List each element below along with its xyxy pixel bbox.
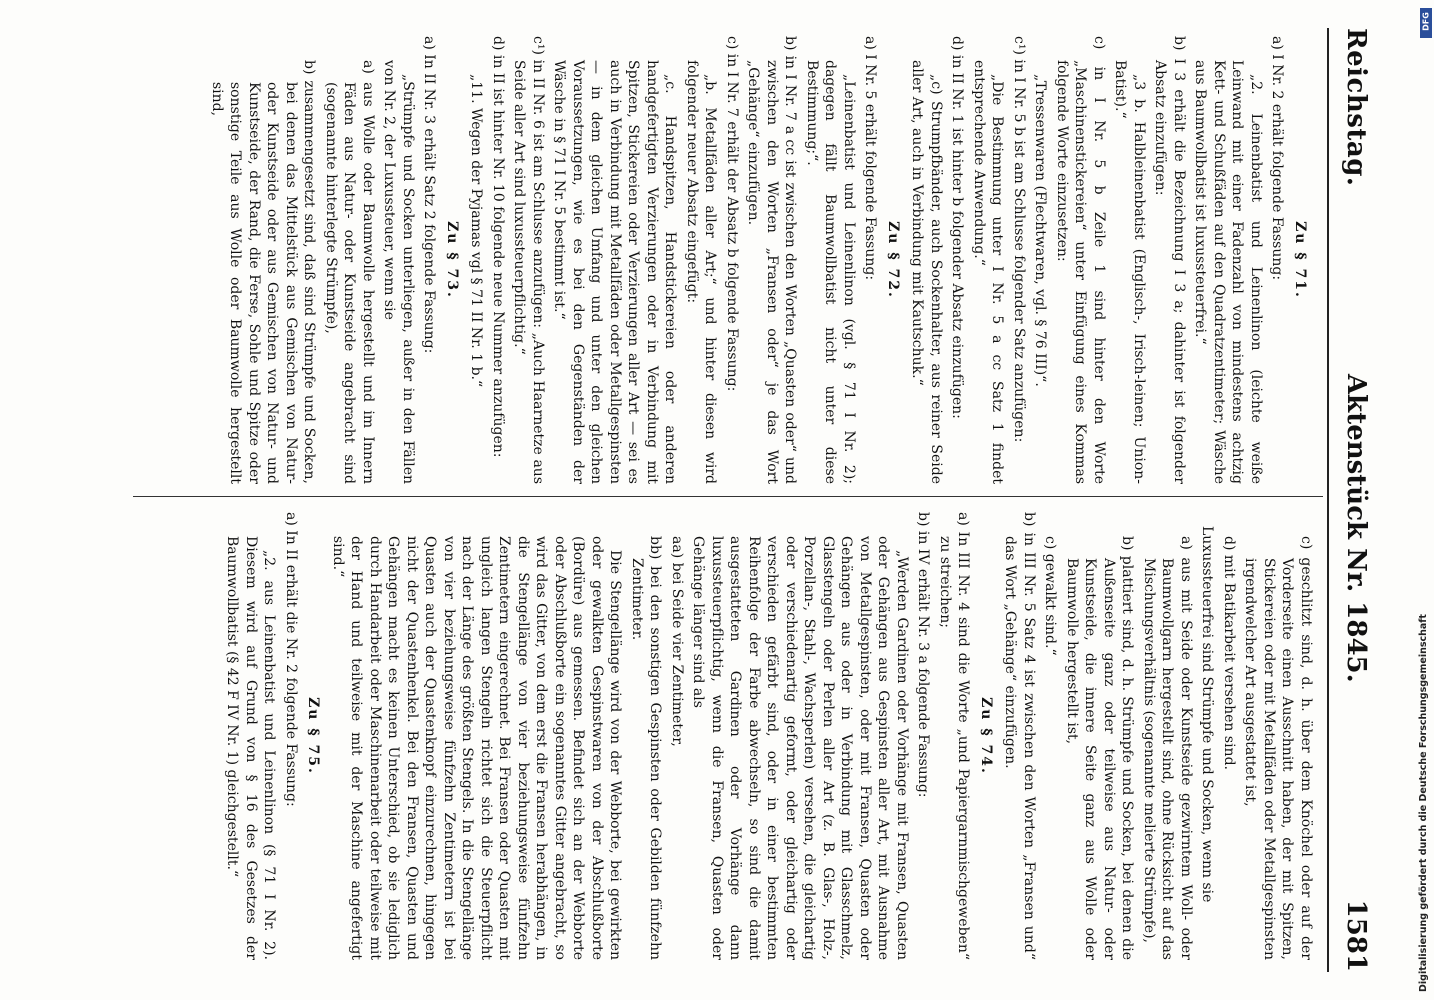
paragraph: „2. Leinenbatist und Leinenlinon (leichte weiße Leinwand mit einer Fadenzahl von mindestens achtzig Kett- und Schußfäden auf den Quadratzentimeter; Wäsche aus Baumwollbatist ist luxussteuerfrei.“ bbox=[1192, 60, 1264, 484]
page-number: 1581 bbox=[1341, 899, 1371, 972]
paragraph: a) aus Wolle oder Baumwolle hergestellt und im Innern Fäden aus Natur- oder Kunstseide angebracht sind (sogenannte hinterlegte Strümpfe), bbox=[323, 60, 376, 484]
paragraph: d) in II ist hinter Nr. 10 folgende neue Nummer anzufügen: bbox=[490, 36, 506, 458]
paragraph: c) in I Nr. 7 erhält der Absatz b folgende Fassung: bbox=[724, 36, 740, 392]
paragraph: c) gewalkt sind.“ bbox=[1042, 536, 1059, 656]
paragraph: a) In II erhält die Nr. 2 folgende Fassung: bbox=[283, 512, 299, 807]
paragraph: b) in III Nr. 5 Satz 4 ist zwischen den Worten „Fransen und“ das Wort „Gehänge“ einzufügen. bbox=[1002, 512, 1037, 960]
paragraph: „Tressenwaren (Flechtwaren, vgl. § 76 III)“. bbox=[1032, 74, 1049, 387]
dfg-logo-text: DFG bbox=[1421, 12, 1431, 31]
paragraph: „Werden Gardinen oder Vorhänge mit Fransen, Quasten oder Gehängen aus Gespinsten aller Art, mit Ausnahme von Metallgespinsten, oder mit Fransen, Quasten oder Gehängen aus oder in Verbindung mit Glasschmelz, Glasstengeln oder Perlen aller Art (z. B. Glas-, Holz-, Porzellan-, Stahl-, Wachsperlen) versehen, die gleichartig oder verschiedenartig geformt, oder gleichartig oder verschieden gefärbt sind, oder in einer bestimmten Reihenfolge der Farbe abwechseln, so sind die damit ausgestatteten Gardinen oder Vorhänge dann luxussteuerpflichtig, wenn die Fransen, Quasten oder Gehänge länger sind als bbox=[690, 536, 910, 960]
paragraph: c¹) in I Nr. 5 b ist am Schlusse folgender Satz anzufügen: bbox=[1011, 36, 1027, 443]
paragraph: „b. Metallfäden aller Art;“ und hinter diesen wird folgender neuer Absatz eingefügt: bbox=[684, 60, 719, 484]
header-left-title: Reichstag. bbox=[1341, 28, 1371, 187]
paragraph: b) in IV erhält Nr. 3 a folgende Fassung: bbox=[915, 512, 932, 798]
column-divider bbox=[133, 496, 1323, 497]
section-heading: Zu § 71. bbox=[1292, 221, 1308, 299]
paragraph: b) I 3 erhält die Bezeichnung I 3 a; dahinter ist folgender Absatz einzufügen: bbox=[1152, 36, 1187, 484]
paragraph: „2. aus Leinenbatist und Leinenlinon (§ 71 I Nr. 2). Diesem wird auf Grund von § 16 des Gesetzes der Baumwollbatist (§ 42 F IV Nr. 1) gleichgestellt.“ bbox=[224, 536, 278, 960]
paragraph: bb) bei den sonstigen Gespinsten oder Gebilden fünfzehn Zentimeter. bbox=[629, 536, 664, 960]
paragraph: b) zusammengesetzt sind, daß sind Strümpfe und Socken, bei denen das Mittelstück aus Gemischen von Natur- oder Kunstseide oder aus Gemischen von Natur- und Kunstseide, der Rand, die Ferse, Sohle und Spitze oder sonstige Teile aus Wolle oder Baumwolle hergestellt sind, bbox=[209, 60, 318, 484]
section-heading: Zu § 73. bbox=[444, 221, 460, 299]
paragraph: a) In II Nr. 3 erhält Satz 2 folgende Fassung: bbox=[421, 36, 438, 354]
page-header bbox=[1331, 28, 1377, 972]
right-text-column bbox=[220, 512, 1315, 960]
digitization-note bbox=[1418, 8, 1432, 992]
paragraph: d) in II Nr. 1 ist hinter b folgender Absatz einzufügen: bbox=[949, 36, 966, 419]
paragraph: c) in I Nr. 5 b Zeile 1 sind hinter den Worte „Maschinenstickereien“ unter Einfügung eines Kommas folgende Worte einzusetzen: bbox=[1054, 36, 1107, 484]
dfg-logo bbox=[1420, 8, 1432, 38]
paragraph: b) plattiert sind, d. h. Strümpfe und Socken, bei denen die Außenseite ganz oder teilweise aus Natur- oder Kunstseide, die innere Seite ganz aus Wolle oder Baumwolle hergestellt ist, bbox=[1064, 536, 1136, 960]
paragraph: „Strümpfe und Socken unterliegen, außer in den Fällen von Nr. 2, der Luxussteuer, wenn sie bbox=[381, 60, 416, 484]
paragraph: „Die Bestimmung unter I Nr. 5 a cc Satz 1 findet entsprechende Anwendung.“ bbox=[971, 60, 1006, 484]
section-heading: Zu § 75. bbox=[305, 697, 322, 775]
left-text-column bbox=[205, 36, 1316, 484]
paragraph: Die Stengellänge wird von der Webborte, bei gewirkten oder gewalkten Gespinstwaren von der Abschlußborte (Bordüre) aus gemessen. Befindet sich an der Webborte oder Abschlußborte ein sogenanntes Gitter angebracht, so wird das Gitter, von dem erst die Fransen herabhängen, in die Stengellänge von vier beziehungsweise fünfzehn Zentimetern eingerechnet. Bei Fransen oder Quasten mit ungleich langen Stengeln richtet sich die Steuerpflicht nach der Länge des größten Stengels. In die Stengellänge von vier beziehungsweise fünfzehn Zentimetern ist bei Quasten auch der Quastenknopf einzurechnen, hingegen nicht der Quastenhenkel. Bei den Fransen, Quasten und Gehängen macht es keinen Unterschied, ob sie lediglich durch Handarbeit oder Maschinenarbeit oder teilweise mit der Hand und teilweise mit der Maschine angefertigt sind.“ bbox=[330, 536, 624, 960]
paragraph: a) I Nr. 2 erhält folgende Fassung: bbox=[1269, 36, 1286, 281]
paragraph: „Leinenbatist und Leinenlinon (vgl. § 71 I Nr. 2); dagegen fällt Baumwollbatist nicht unter diese Bestimmung;“. bbox=[804, 60, 857, 484]
digitization-note-text: Digitalisierung gefördert durch die Deutsche Forschungsgemeinschaft bbox=[1418, 614, 1429, 992]
section-heading: Zu § 72. bbox=[885, 221, 901, 299]
paragraph: a) I Nr. 5 erhält folgende Fassung: bbox=[862, 36, 879, 281]
paragraph: c¹) in II Nr. 6 ist am Schlusse anzufügen: „Auch Haarnetze aus Seide aller Art sind luxussteuerpflichtig.“ bbox=[511, 36, 546, 484]
paragraph: „11. Wegen der Pyjamas vgl § 71 II Nr. 1 b.“ bbox=[468, 74, 485, 388]
paragraph: c) geschlitzt sind, d. h. über dem Knöchel oder auf der Vorderseite einen Ausschnitt haben, der mit Spitzen, Stickereien oder mit Metallfäden oder Metallgespinsten irgendwelcher Art ausgestattet ist, bbox=[1242, 536, 1314, 960]
paragraph: b) in I Nr. 7 a cc ist zwischen den Worten „Quasten oder“ und zwischen den Worten „Fransen oder“ je das Wort „Gehänge“ einzufügen. bbox=[745, 36, 799, 484]
paragraph: „c) Strumpfbänder, auch Sockenhalter, aus reiner Seide aller Art, auch in Verbindung mit Kautschuk.“ bbox=[909, 60, 944, 484]
paragraph: d) mit Batikarbeit versehen sind. bbox=[1221, 536, 1237, 770]
paragraph: „3 b. Halbleinenbatist (Englisch-, Irisch-leinen; Union-Batist).“ bbox=[1112, 60, 1147, 484]
paragraph: Luxussteuerfrei sind Strümpfe und Socken, wenn sie bbox=[1199, 526, 1216, 903]
paragraph: aa) bei Seide vier Zentimeter, bbox=[669, 536, 685, 747]
paragraph: „c. Handspitzen, Handstickereien oder anderen handgefertigten Verzierungen oder in Verbindung mit Spitzen, Stickereien oder Verzierungen aller Art — sei es auch in Verbindung mit Metallfäden oder Metallgespinsten — in dem gleichen Umfang und unter den gleichen Voraussetzungen, wie es bei den Gegenständen der Wäsche in § 71 I Nr. 5 bestimmt ist.“ bbox=[551, 60, 679, 484]
paragraph: a) In III Nr. 4 sind die Worte „und Papiergarnmischgeweben“ zu streichen; bbox=[937, 512, 972, 960]
section-heading: Zu § 74. bbox=[978, 697, 994, 775]
paragraph: a) aus mit Seide oder Kunstseide gezwirntem Woll- oder Baumwollgarn hergestellt sind, ohne Rücksicht auf das Mischungsverhältnis (sogenannte melierte Strümpfe), bbox=[1141, 536, 1194, 960]
header-document-number: Aktenstück Nr. 1845. bbox=[1341, 374, 1371, 683]
header-rule bbox=[1327, 28, 1329, 972]
